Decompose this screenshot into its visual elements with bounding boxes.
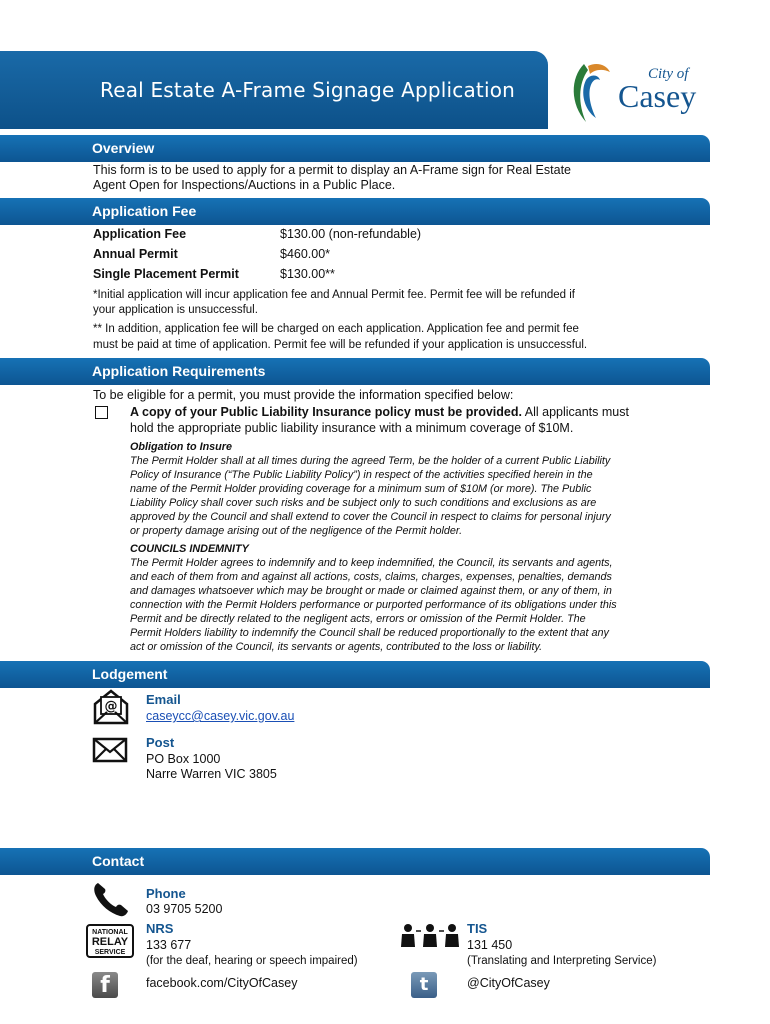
insurance-requirement-line-1 <box>130 405 629 420</box>
nrs-label: NRS <box>146 921 174 936</box>
page-title: Real Estate A-Frame Signage Application <box>100 78 516 102</box>
indemnity-line: Permit Holders liability to indemnify the Council shall be reduced proportionally to the extent that any <box>130 627 609 639</box>
fee-value: $130.00** <box>280 267 335 281</box>
phone-icon <box>92 881 130 922</box>
obligation-line: approved by the Council and shall extend to cover the Council in respect to claims for personal injury <box>130 511 611 523</box>
fee-value: $130.00 (non-refundable) <box>280 227 422 241</box>
logo-swoosh-icon <box>566 58 616 124</box>
obligation-line: or property damage arising out of the negligence of the Permit holder. <box>130 525 463 537</box>
obligation-title: Obligation to Insure <box>130 441 232 453</box>
tis-number: 131 450 <box>467 938 513 952</box>
fee-label: Annual Permit <box>93 247 178 261</box>
insurance-checkbox[interactable] <box>95 406 108 419</box>
twitter-icon[interactable]: t <box>411 972 437 998</box>
phone-number: 03 9705 5200 <box>146 902 223 916</box>
fee-value: $460.00* <box>280 247 331 261</box>
insurance-requirement-bold: A copy of your Public Liability Insurance policy must be provided. <box>130 405 522 419</box>
logo-city-of-text: City of <box>648 66 689 82</box>
mail-envelope-icon <box>92 737 128 768</box>
phone-label: Phone <box>146 886 186 901</box>
fee-note-2-line-1: ** In addition, application fee will be charged on each application. Application fee and permit fee <box>93 323 579 335</box>
post-address-line-1: PO Box 1000 <box>146 752 221 766</box>
indemnity-line: connection with the Permit Holders performance or purported performance of its obligations under this <box>130 599 617 611</box>
insurance-requirement-line-2: hold the appropriate public liability insurance with a minimum coverage of $10M. <box>130 421 574 435</box>
indemnity-line: The Permit Holder agrees to indemnify and to keep indemnified, the Council, its servants and agents, <box>130 557 613 569</box>
fee-label: Application Fee <box>93 227 187 241</box>
nrs-logo-text-3: SERVICE <box>94 949 126 956</box>
fee-note-1-line-2: your application is unsuccessful. <box>93 304 258 316</box>
contact-heading: Contact <box>92 853 145 869</box>
insurance-requirement-rest: All applicants must <box>521 405 629 419</box>
fee-label: Single Placement Permit <box>93 267 239 281</box>
contact-section-header <box>0 848 710 875</box>
obligation-line: Policy of Insurance (“The Public Liability Policy”) in respect of the activities specified herein in the <box>130 469 593 481</box>
nrs-description: (for the deaf, hearing or speech impaired) <box>146 955 358 967</box>
obligation-line: Liability Policy shall cover such risks and be subject only to such conditions and exclusions as are <box>130 497 597 509</box>
nrs-number: 133 677 <box>146 938 192 952</box>
interpreters-people-icon <box>400 923 460 952</box>
lodgement-section-header <box>0 661 710 688</box>
svg-text:@: @ <box>104 699 118 714</box>
post-label: Post <box>146 735 175 750</box>
logo-casey-text: Casey <box>618 78 697 114</box>
overview-section-header <box>0 135 710 162</box>
fee-section-header <box>0 198 710 225</box>
indemnity-title: COUNCILS INDEMNITY <box>130 543 249 555</box>
lodgement-heading: Lodgement <box>92 666 168 682</box>
tis-label: TIS <box>467 921 488 936</box>
requirements-intro: To be eligible for a permit, you must provide the information specified below: <box>93 388 514 402</box>
nrs-logo-text-1: NATIONAL <box>92 929 128 936</box>
city-of-casey-logo <box>566 58 716 124</box>
obligation-line: The Permit Holder shall at all times during the agreed Term, be the holder of a current Public Liability <box>130 455 611 467</box>
twitter-handle[interactable]: @CityOfCasey <box>467 976 550 990</box>
indemnity-line: and damages whatsoever which may be brought or made or claimed against them, or any of them, in <box>130 585 612 597</box>
national-relay-service-logo-icon <box>86 924 134 958</box>
facebook-handle[interactable]: facebook.com/CityOfCasey <box>146 976 298 990</box>
email-label: Email <box>146 692 181 707</box>
email-link[interactable]: caseycc@casey.vic.gov.au <box>146 709 295 723</box>
nrs-logo-text-2: RELAY <box>91 936 129 948</box>
overview-heading: Overview <box>92 140 155 156</box>
indemnity-line: Permit and be directly related to the negligent acts, errors or omission of the Permit Holder. The <box>130 613 586 625</box>
facebook-icon[interactable]: f <box>92 972 118 998</box>
indemnity-line: and each of them from and against all actions, costs, claims, charges, expenses, penalties, demands <box>130 571 612 583</box>
email-icon <box>92 688 130 731</box>
fee-note-2-line-2: must be paid at time of application. Permit fee will be refunded if your application is unsuccessful. <box>93 339 588 351</box>
indemnity-line: act or omission of the Council, its servants or agents, contributed to the loss or liability. <box>130 641 543 653</box>
post-address-line-2: Narre Warren VIC 3805 <box>146 767 277 781</box>
fee-heading: Application Fee <box>92 203 197 219</box>
overview-text-line-1: This form is to be used to apply for a permit to display an A-Frame sign for Real Estate <box>93 163 571 177</box>
requirements-heading: Application Requirements <box>92 363 266 379</box>
obligation-line: name of the Permit Holder providing coverage for a minimum sum of $10M (or more). The Public <box>130 483 592 495</box>
fee-note-1-line-1: *Initial application will incur application fee and Annual Permit fee. Permit fee will be refunded if <box>93 289 575 301</box>
requirements-section-header <box>0 358 710 385</box>
header-banner <box>0 51 548 129</box>
tis-description: (Translating and Interpreting Service) <box>467 955 657 967</box>
overview-text-line-2: Agent Open for Inspections/Auctions in a Public Place. <box>93 178 396 192</box>
